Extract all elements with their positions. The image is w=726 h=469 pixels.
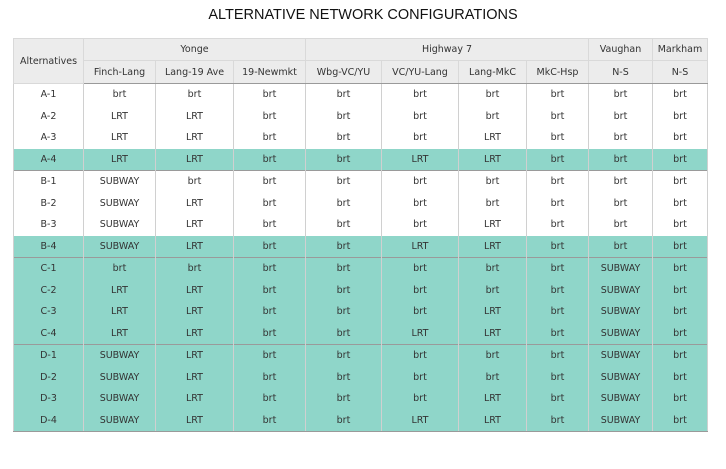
table-row xyxy=(14,345,708,367)
table-cell: LRT xyxy=(459,323,527,345)
table-cell: LRT xyxy=(84,301,156,323)
table-cell: SUBWAY xyxy=(589,388,653,410)
table-cell: brt xyxy=(527,149,589,171)
column-header: N-S xyxy=(589,61,653,84)
table-cell: brt xyxy=(589,106,653,128)
table-row xyxy=(14,214,708,236)
table-cell: brt xyxy=(589,127,653,149)
alternative-label: B-1 xyxy=(14,171,84,193)
table-body xyxy=(14,84,708,432)
column-header: MkC-Hsp xyxy=(527,61,589,84)
table-cell: brt xyxy=(589,171,653,193)
alternative-label: C-3 xyxy=(14,301,84,323)
table-cell: brt xyxy=(653,280,708,302)
table-cell: brt xyxy=(382,258,459,280)
table-cell: SUBWAY xyxy=(589,367,653,389)
table-cell: brt xyxy=(382,106,459,128)
table-cell: brt xyxy=(653,236,708,258)
alternative-label: A-2 xyxy=(14,106,84,128)
column-header: N-S xyxy=(653,61,708,84)
table-cell: brt xyxy=(459,345,527,367)
column-header: Wbg-VC/YU xyxy=(306,61,382,84)
table-cell: LRT xyxy=(382,236,459,258)
table-row xyxy=(14,127,708,149)
alternative-label: D-1 xyxy=(14,345,84,367)
table-cell: SUBWAY xyxy=(84,367,156,389)
table-cell: brt xyxy=(459,106,527,128)
table-row xyxy=(14,410,708,432)
table-cell: LRT xyxy=(156,214,234,236)
table-cell: brt xyxy=(527,258,589,280)
table-cell: brt xyxy=(306,280,382,302)
table-cell: SUBWAY xyxy=(589,301,653,323)
table-cell: LRT xyxy=(84,280,156,302)
table-cell: brt xyxy=(653,193,708,215)
table-cell: brt xyxy=(527,280,589,302)
table-cell: brt xyxy=(653,301,708,323)
table-cell: brt xyxy=(527,301,589,323)
table-cell: LRT xyxy=(382,323,459,345)
table-cell: LRT xyxy=(156,127,234,149)
table-cell: brt xyxy=(589,236,653,258)
table-cell: brt xyxy=(382,193,459,215)
table-cell: brt xyxy=(234,280,306,302)
table-cell: brt xyxy=(306,301,382,323)
table-cell: LRT xyxy=(459,388,527,410)
table-cell: brt xyxy=(382,367,459,389)
group-header: Yonge xyxy=(84,39,306,61)
table-cell: SUBWAY xyxy=(84,345,156,367)
table-cell: LRT xyxy=(156,149,234,171)
header-group-row xyxy=(14,39,708,61)
group-header: Markham xyxy=(653,39,708,61)
table-cell: brt xyxy=(156,258,234,280)
table-cell: brt xyxy=(156,171,234,193)
table-cell: brt xyxy=(382,280,459,302)
table-cell: SUBWAY xyxy=(84,410,156,432)
table-cell: brt xyxy=(527,214,589,236)
table-cell: brt xyxy=(459,84,527,106)
table-cell: brt xyxy=(459,258,527,280)
column-header: Lang-MkC xyxy=(459,61,527,84)
table-cell: brt xyxy=(234,323,306,345)
alternative-label: C-4 xyxy=(14,323,84,345)
table-cell: brt xyxy=(382,345,459,367)
table-cell: SUBWAY xyxy=(589,410,653,432)
table-cell: SUBWAY xyxy=(84,236,156,258)
table-cell: brt xyxy=(306,193,382,215)
table-cell: brt xyxy=(589,214,653,236)
table-cell: brt xyxy=(653,367,708,389)
table-cell: LRT xyxy=(84,149,156,171)
table-cell: LRT xyxy=(459,410,527,432)
table-cell: SUBWAY xyxy=(589,258,653,280)
table-cell: brt xyxy=(653,323,708,345)
table-cell: brt xyxy=(306,410,382,432)
table-row xyxy=(14,149,708,171)
table-cell: brt xyxy=(306,149,382,171)
table-cell: brt xyxy=(234,258,306,280)
table-cell: brt xyxy=(234,193,306,215)
table-cell: LRT xyxy=(459,301,527,323)
table-cell: brt xyxy=(527,106,589,128)
header-sub-row xyxy=(14,61,708,84)
table-row xyxy=(14,236,708,258)
table-row xyxy=(14,193,708,215)
table-cell: brt xyxy=(234,127,306,149)
table-cell: LRT xyxy=(459,236,527,258)
table-cell: brt xyxy=(527,345,589,367)
table-cell: brt xyxy=(527,388,589,410)
table-cell: brt xyxy=(653,410,708,432)
column-header: 19-Newmkt xyxy=(234,61,306,84)
table-cell: brt xyxy=(234,345,306,367)
table-cell: brt xyxy=(653,258,708,280)
alternative-label: B-3 xyxy=(14,214,84,236)
group-header: Vaughan xyxy=(589,39,653,61)
table-cell: brt xyxy=(234,410,306,432)
table-cell: LRT xyxy=(156,388,234,410)
table-cell: LRT xyxy=(84,127,156,149)
table-cell: SUBWAY xyxy=(589,280,653,302)
column-header: Finch-Lang xyxy=(84,61,156,84)
table-cell: brt xyxy=(653,106,708,128)
table-cell: brt xyxy=(382,388,459,410)
table-row xyxy=(14,171,708,193)
table-cell: SUBWAY xyxy=(84,214,156,236)
column-header: VC/YU-Lang xyxy=(382,61,459,84)
table-cell: brt xyxy=(84,258,156,280)
table-cell: brt xyxy=(84,84,156,106)
table-cell: brt xyxy=(306,323,382,345)
table-cell: brt xyxy=(234,106,306,128)
table-cell: LRT xyxy=(459,149,527,171)
table-cell: brt xyxy=(589,193,653,215)
alternatives-header: Alternatives xyxy=(14,39,84,84)
table-cell: brt xyxy=(234,149,306,171)
table-cell: SUBWAY xyxy=(84,193,156,215)
table-row xyxy=(14,280,708,302)
table-cell: brt xyxy=(653,345,708,367)
table-cell: brt xyxy=(653,127,708,149)
table-cell: brt xyxy=(306,367,382,389)
table-cell: LRT xyxy=(382,149,459,171)
table-cell: brt xyxy=(653,214,708,236)
table-cell: brt xyxy=(653,171,708,193)
table-cell: LRT xyxy=(459,214,527,236)
table-cell: LRT xyxy=(382,410,459,432)
table-cell: brt xyxy=(382,301,459,323)
table-cell: brt xyxy=(234,388,306,410)
table-cell: LRT xyxy=(156,367,234,389)
table-cell: LRT xyxy=(156,280,234,302)
table-cell: brt xyxy=(306,106,382,128)
table-cell: SUBWAY xyxy=(589,323,653,345)
alternative-label: C-1 xyxy=(14,258,84,280)
table-cell: brt xyxy=(653,149,708,171)
table-cell: SUBWAY xyxy=(84,388,156,410)
table-cell: brt xyxy=(234,84,306,106)
table-cell: brt xyxy=(527,236,589,258)
table-cell: LRT xyxy=(156,301,234,323)
table-cell: LRT xyxy=(156,106,234,128)
table-row xyxy=(14,84,708,106)
table-row xyxy=(14,388,708,410)
table-header xyxy=(14,39,708,84)
table-cell: brt xyxy=(234,214,306,236)
alternative-label: D-4 xyxy=(14,410,84,432)
table-cell: brt xyxy=(234,171,306,193)
table-cell: LRT xyxy=(84,106,156,128)
table-row xyxy=(14,367,708,389)
table-row xyxy=(14,106,708,128)
table-cell: LRT xyxy=(156,323,234,345)
table-cell: brt xyxy=(527,171,589,193)
configurations-table xyxy=(13,38,708,432)
alternative-label: D-2 xyxy=(14,367,84,389)
table-cell: brt xyxy=(459,367,527,389)
table-cell: SUBWAY xyxy=(84,171,156,193)
table-cell: SUBWAY xyxy=(589,345,653,367)
table-cell: brt xyxy=(527,367,589,389)
table-cell: brt xyxy=(306,258,382,280)
table-cell: brt xyxy=(653,388,708,410)
table-cell: brt xyxy=(382,127,459,149)
table-cell: brt xyxy=(306,236,382,258)
alternative-label: C-2 xyxy=(14,280,84,302)
table-cell: LRT xyxy=(156,345,234,367)
alternative-label: B-2 xyxy=(14,193,84,215)
table-cell: LRT xyxy=(84,323,156,345)
alternative-label: B-4 xyxy=(14,236,84,258)
table-cell: brt xyxy=(527,84,589,106)
table-cell: brt xyxy=(527,410,589,432)
table-cell: brt xyxy=(306,171,382,193)
table-row xyxy=(14,301,708,323)
alternative-label: A-4 xyxy=(14,149,84,171)
table-cell: brt xyxy=(234,236,306,258)
table-cell: brt xyxy=(306,127,382,149)
table-cell: brt xyxy=(234,301,306,323)
table-cell: brt xyxy=(527,193,589,215)
table-cell: LRT xyxy=(156,193,234,215)
column-header: Lang-19 Ave xyxy=(156,61,234,84)
table-cell: brt xyxy=(234,367,306,389)
table-cell: brt xyxy=(156,84,234,106)
alternative-label: A-1 xyxy=(14,84,84,106)
table-cell: brt xyxy=(459,280,527,302)
table-cell: brt xyxy=(459,171,527,193)
alternative-label: D-3 xyxy=(14,388,84,410)
table-cell: brt xyxy=(382,171,459,193)
group-header: Highway 7 xyxy=(306,39,589,61)
table-cell: brt xyxy=(306,214,382,236)
table-cell: brt xyxy=(589,84,653,106)
table-cell: brt xyxy=(527,127,589,149)
table-cell: brt xyxy=(306,345,382,367)
table-cell: brt xyxy=(653,84,708,106)
table-cell: LRT xyxy=(459,127,527,149)
table-row xyxy=(14,323,708,345)
table-cell: LRT xyxy=(156,410,234,432)
alternative-label: A-3 xyxy=(14,127,84,149)
page-title: ALTERNATIVE NETWORK CONFIGURATIONS xyxy=(208,7,518,23)
table-cell: brt xyxy=(382,214,459,236)
table-cell: brt xyxy=(306,388,382,410)
table-cell: LRT xyxy=(156,236,234,258)
table-cell: brt xyxy=(459,193,527,215)
table-cell: brt xyxy=(382,84,459,106)
table-cell: brt xyxy=(589,149,653,171)
table-cell: brt xyxy=(527,323,589,345)
table-row xyxy=(14,258,708,280)
table-cell: brt xyxy=(306,84,382,106)
